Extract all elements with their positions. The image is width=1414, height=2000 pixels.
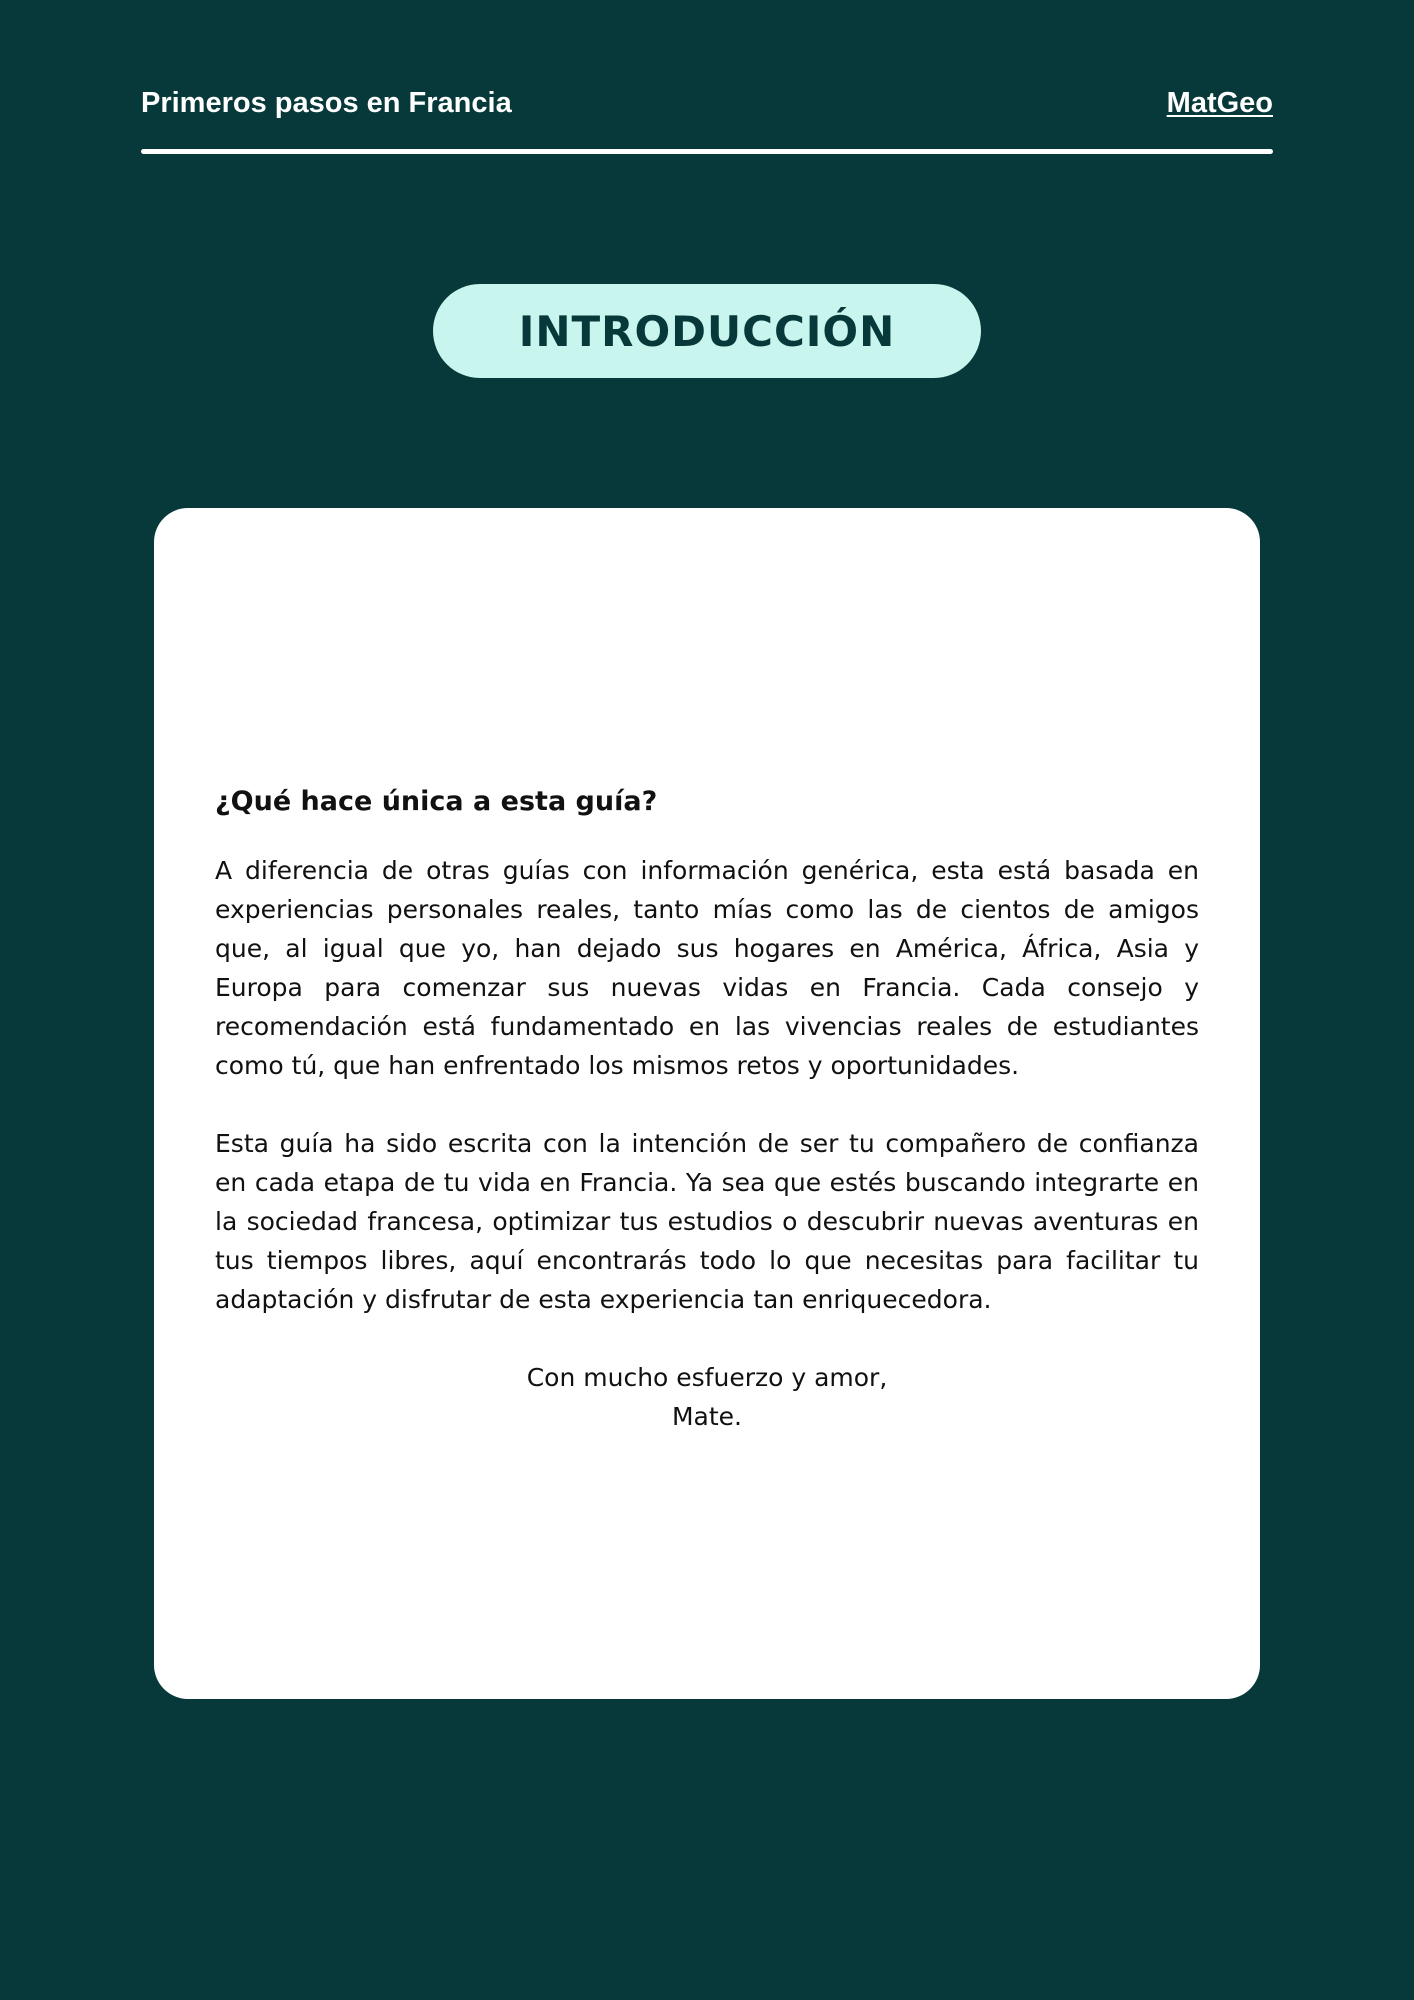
signature <box>215 1358 1199 1436</box>
card-body <box>215 786 1199 1436</box>
card-heading: ¿Qué hace única a esta guía? <box>215 786 658 817</box>
content-card <box>154 508 1260 1699</box>
section-title: INTRODUCCIÓN <box>518 306 896 356</box>
signature-line-2: Mate. <box>671 1402 743 1431</box>
author-link[interactable]: MatGeo <box>1166 87 1273 119</box>
header-divider <box>141 149 1273 154</box>
page-header <box>141 86 1273 120</box>
section-title-pill <box>433 284 981 378</box>
document-title: Primeros pasos en Francia <box>141 87 512 119</box>
signature-line-1: Con mucho esfuerzo y amor, <box>526 1363 888 1392</box>
paragraph-1: A diferencia de otras guías con información genérica, esta está basada en experiencias personales reales, tanto mías como las de cientos de amigos que, al igual que yo, han dejado sus hogares en América, África, Asia y Europa para comenzar sus nuevas vidas en Francia. Cada consejo y recomendación está fundamentado en las vivencias reales de estudiantes como tú, que han enfrentado los mismos retos y oportunidades. <box>215 856 1199 1080</box>
paragraph-2: Esta guía ha sido escrita con la intención de ser tu compañero de confianza en cada etapa de tu vida en Francia. Ya sea que estés buscando integrarte en la sociedad francesa, optimizar tus estudios o descubrir nuevas aventuras en tus tiempos libres, aquí encontrarás todo lo que necesitas para facilitar tu adaptación y disfrutar de esta experiencia tan enriquecedora. <box>215 1129 1199 1314</box>
